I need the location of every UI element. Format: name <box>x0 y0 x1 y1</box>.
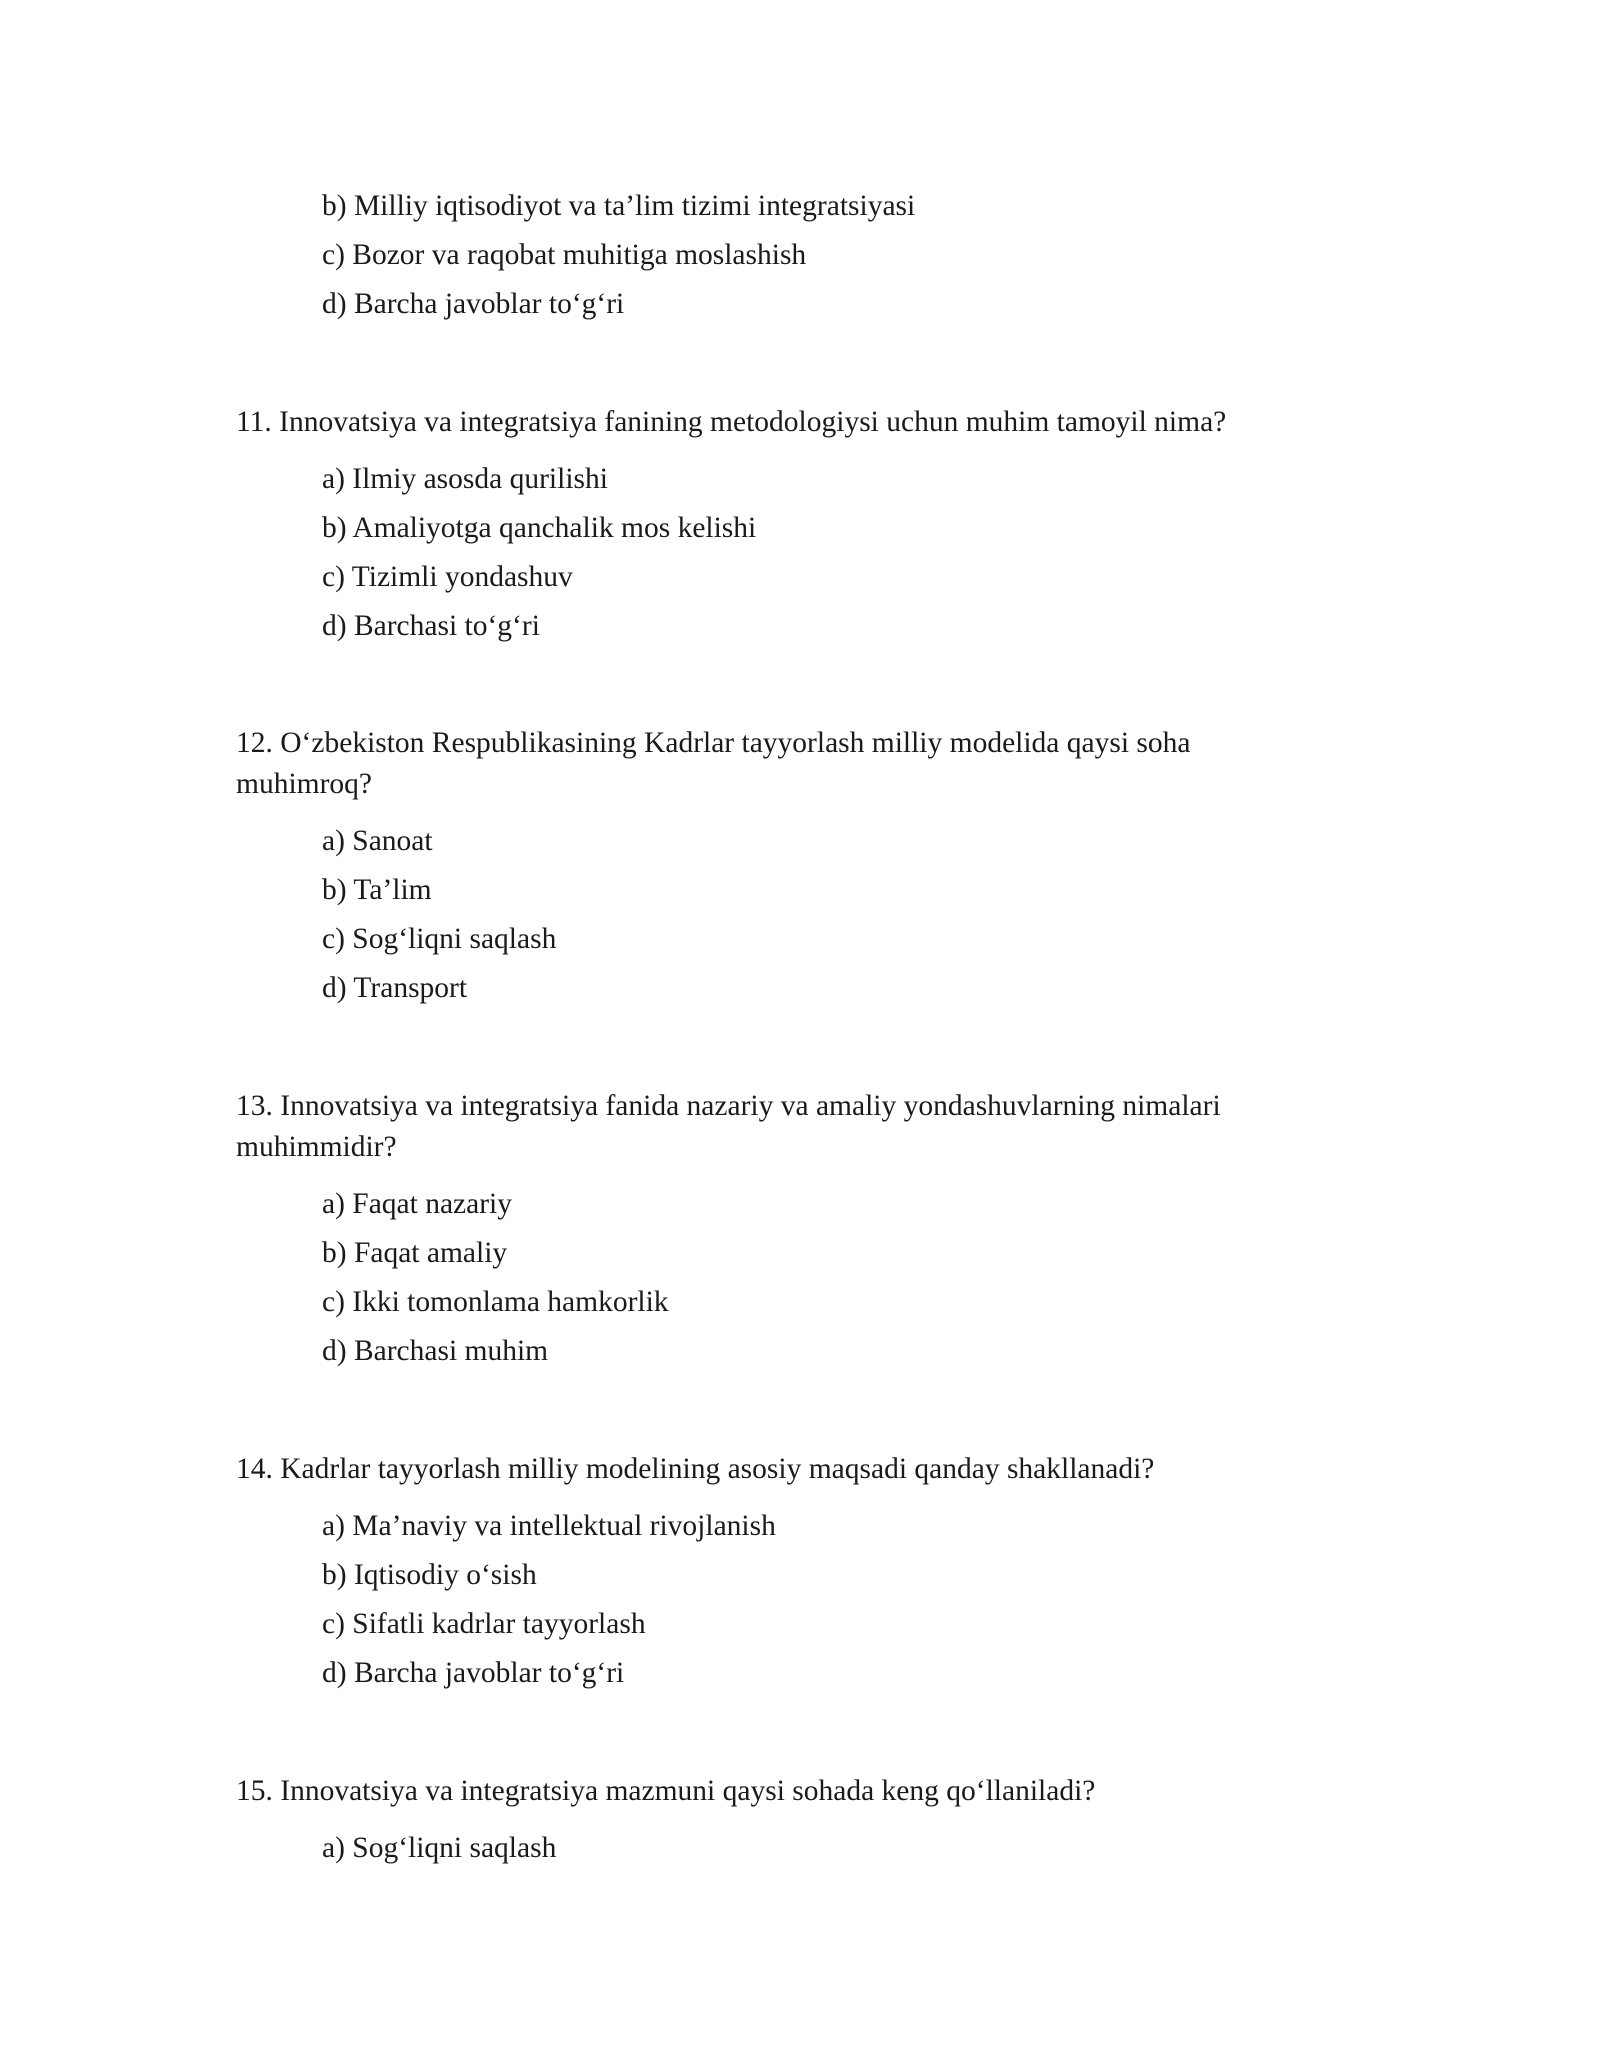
question-15-text: 15. Innovatsiya va integratsiya mazmuni qaysi sohada keng qo‘llaniladi? <box>236 1775 1096 1807</box>
option-text: b) Iqtisodiy o‘sish <box>322 1559 537 1591</box>
option-text: d) Barcha javoblar to‘g‘ri <box>322 1657 625 1689</box>
option-text: a) Ma’naviy va intellektual rivojlanish <box>322 1510 776 1542</box>
option-text: c) Sifatli kadrlar tayyorlash <box>322 1608 646 1640</box>
question-11-text: 11. Innovatsiya va integratsiya fanining metodologiysi uchun muhim tamoyil nima? <box>236 406 1227 438</box>
option-text: a) Faqat nazariy <box>322 1188 513 1220</box>
option-text: c) Bozor va raqobat muhitiga moslashish <box>322 239 807 271</box>
option-text: b) Ta’lim <box>322 874 432 906</box>
option-text: d) Transport <box>322 972 468 1004</box>
option-text: d) Barchasi muhim <box>322 1335 549 1367</box>
question-12-text: 12. O‘zbekiston Respublikasining Kadrlar tayyorlash milliy modelida qaysi soha <box>236 727 1191 759</box>
option-text: c) Tizimli yondashuv <box>322 561 573 593</box>
question-13-text: 13. Innovatsiya va integratsiya fanida nazariy va amaliy yondashuvlarning nimalari <box>236 1090 1221 1122</box>
option-text: c) Ikki tomonlama hamkorlik <box>322 1286 669 1318</box>
option-text: a) Sanoat <box>322 825 433 857</box>
option-text: d) Barchasi to‘g‘ri <box>322 610 540 642</box>
option-text: b) Amaliyotga qanchalik mos kelishi <box>322 512 757 544</box>
question-12-text-cont: muhimroq? <box>236 768 373 800</box>
option-text: a) Sog‘liqni saqlash <box>322 1832 557 1864</box>
question-13-text-cont: muhimmidir? <box>236 1131 397 1163</box>
option-text: d) Barcha javoblar to‘g‘ri <box>322 288 625 320</box>
option-text: b) Milliy iqtisodiyot va ta’lim tizimi integratsiyasi <box>322 190 916 222</box>
option-text: c) Sog‘liqni saqlash <box>322 923 557 955</box>
question-14-text: 14. Kadrlar tayyorlash milliy modelining asosiy maqsadi qanday shakllanadi? <box>236 1453 1155 1485</box>
option-text: b) Faqat amaliy <box>322 1237 508 1269</box>
option-text: a) Ilmiy asosda qurilishi <box>322 463 608 495</box>
